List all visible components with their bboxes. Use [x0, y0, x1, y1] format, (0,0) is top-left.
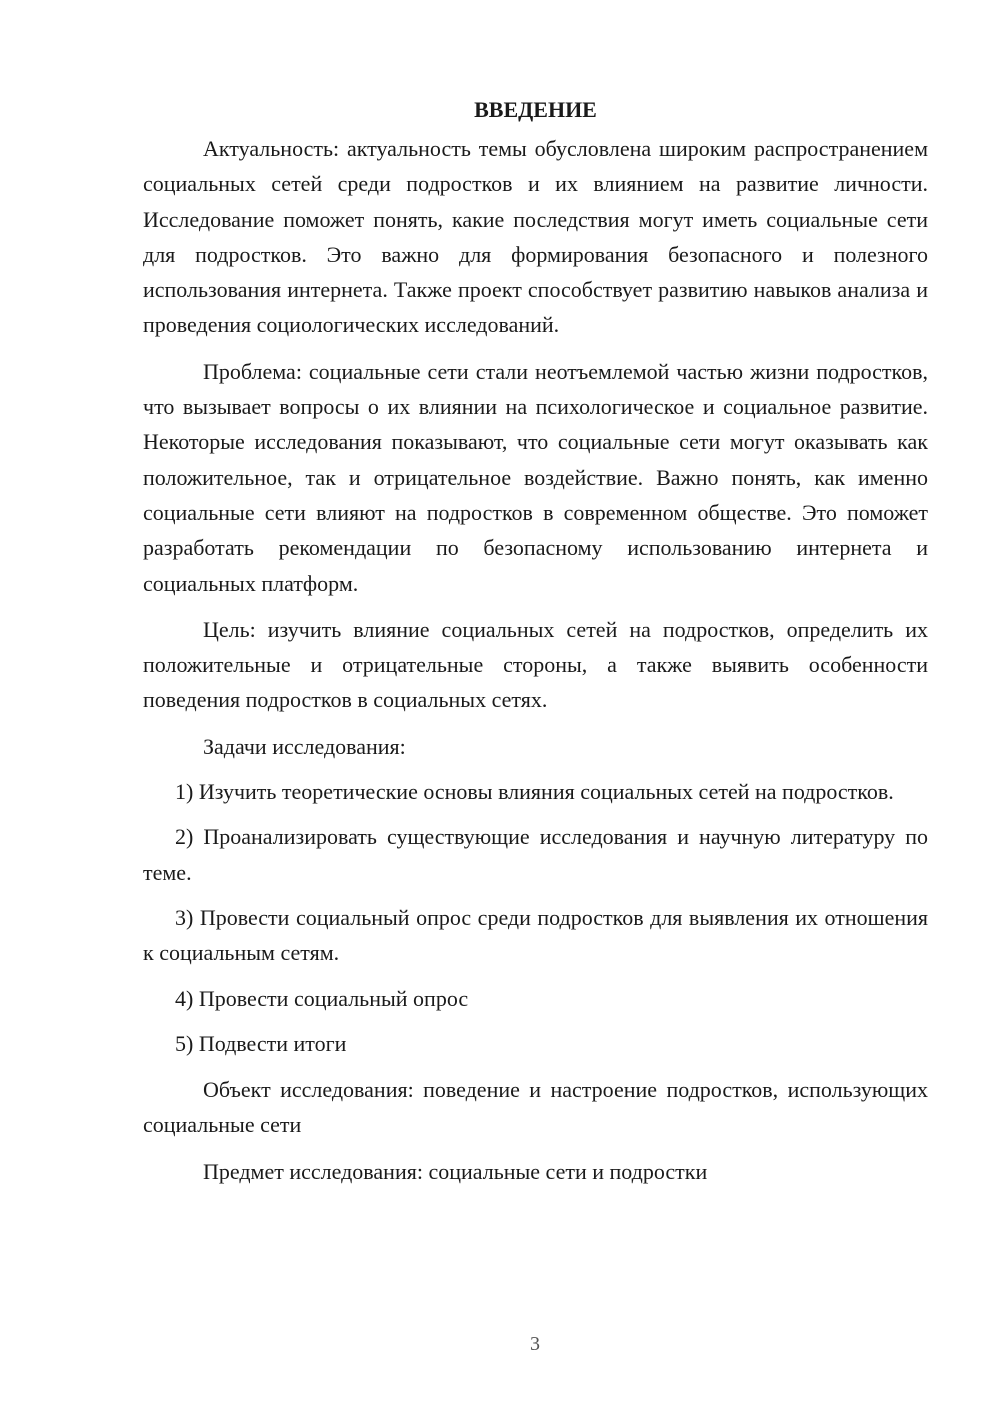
paragraph-relevance: Актуальность: актуальность темы обусловлена широким распространением социальных сетей среди подростков и их влиянием на развитие личности. Исследование поможет понять, какие последствия могут иметь социальные сети для подростков. Это важно для формирования безопасного и полезного использования интернета. Также проект способствует развитию навыков анализа и проведения социологических исследований.	[143, 136, 928, 338]
task-item: 3) Провести социальный опрос среди подростков для выявления их отношения к социальным сетям.	[143, 904, 928, 966]
task-item: 5) Подвести итоги	[175, 1030, 347, 1056]
paragraph-subject: Предмет исследования: социальные сети и подростки	[203, 1158, 708, 1184]
document-title: ВВЕДЕНИЕ	[474, 97, 597, 122]
tasks-heading: Задачи исследования:	[203, 733, 406, 759]
paragraph-object: Объект исследования: поведение и настроение подростков, использующих социальные сети	[143, 1077, 928, 1138]
task-item: 4) Провести социальный опрос	[175, 985, 469, 1011]
task-item: 2) Проанализировать существующие исследования и научную литературу по теме.	[143, 824, 928, 885]
document-page	[143, 92, 928, 1189]
page-number: 3	[530, 1333, 540, 1355]
task-item: 1) Изучить теоретические основы влияния социальных сетей на подростков.	[175, 779, 894, 805]
paragraph-problem: Проблема: социальные сети стали неотъемлемой частью жизни подростков, что вызывает вопросы о их влиянии на психологическое и социальное развитие. Некоторые исследования показывают, что социальные сети могут оказывать как положительное, так и отрицательное воздействие. Важно понять, как именно социальные сети влияют на подростков в современном обществе. Это поможет разработать рекомендации по безопасному использованию интернета и социальных платформ.	[143, 358, 928, 596]
paragraph-goal: Цель: изучить влияние социальных сетей на подростков, определить их положительные и отрицательные стороны, а также выявить особенности поведения подростков в социальных сетях.	[143, 616, 928, 713]
